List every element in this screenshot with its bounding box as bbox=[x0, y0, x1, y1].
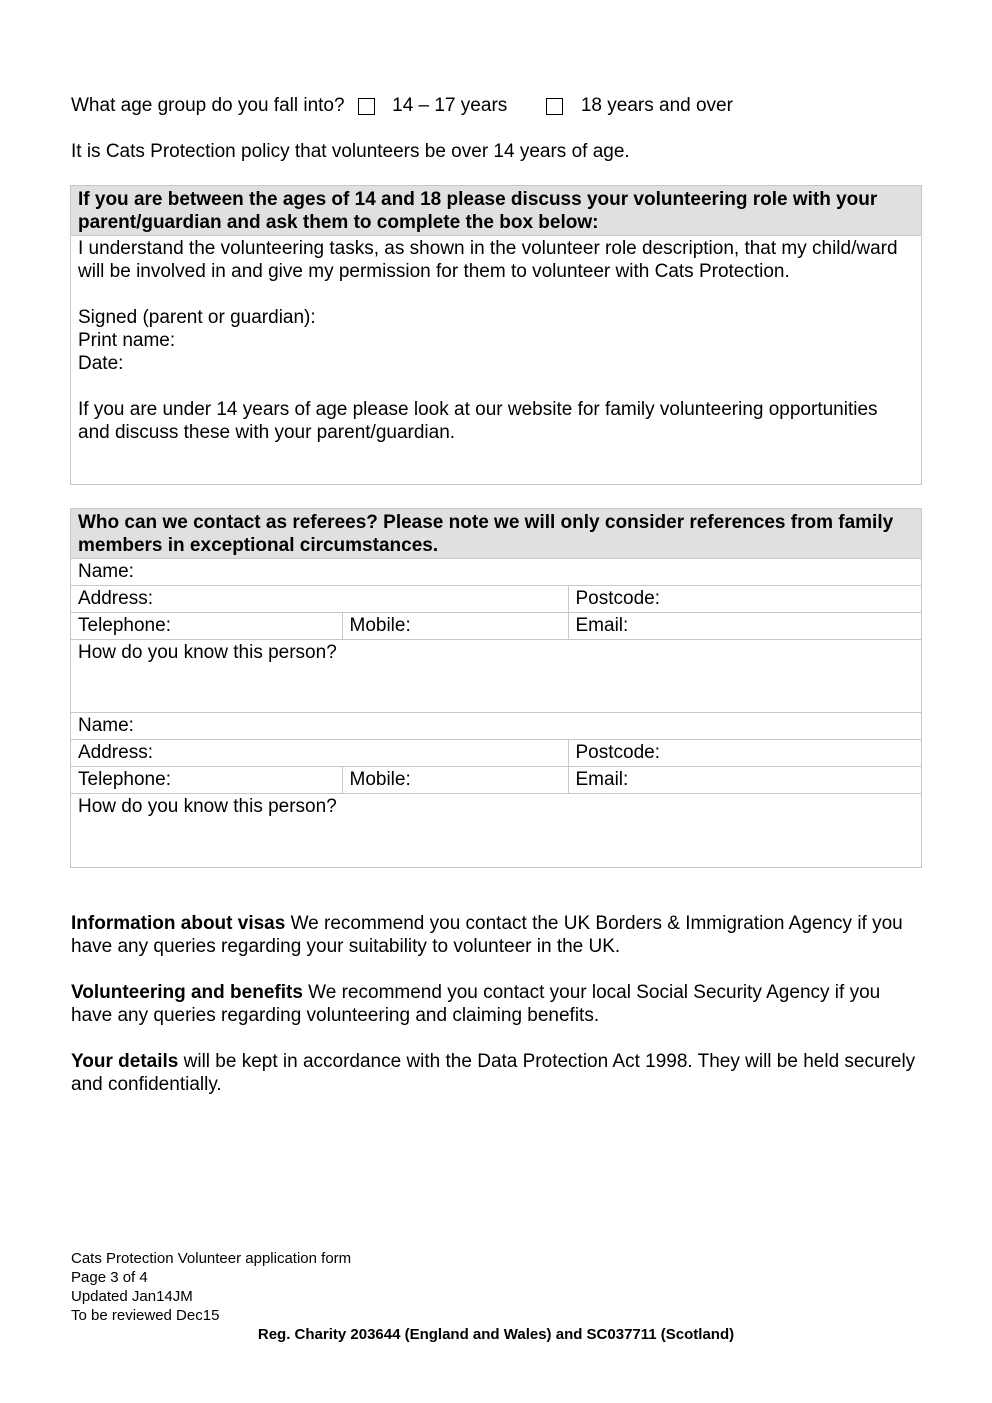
benefits-info bbox=[71, 981, 921, 1027]
referees-table bbox=[71, 559, 921, 867]
referee-2-name-field[interactable]: Name: bbox=[71, 713, 921, 740]
guardian-box-body bbox=[71, 236, 921, 444]
age-14-17-checkbox[interactable] bbox=[358, 98, 375, 115]
age-group-prompt: What age group do you fall into? bbox=[71, 95, 345, 116]
referee-1-mobile-field[interactable]: Mobile: bbox=[342, 613, 568, 640]
footer-updated: Updated Jan14JM bbox=[71, 1288, 193, 1305]
age-group-question bbox=[71, 94, 733, 118]
footer-review: To be reviewed Dec15 bbox=[71, 1307, 220, 1324]
details-info bbox=[71, 1050, 921, 1096]
referee-2-postcode-field[interactable]: Postcode: bbox=[568, 740, 921, 767]
referee-1-name-field[interactable]: Name: bbox=[78, 561, 134, 582]
footer bbox=[71, 1249, 351, 1325]
referees-box bbox=[70, 508, 922, 868]
age-policy-text: It is Cats Protection policy that volunteers be over 14 years of age. bbox=[71, 141, 630, 162]
details-title: Your details bbox=[71, 1051, 179, 1072]
guardian-permission-text: I understand the volunteering tasks, as shown in the volunteer role description, that my child/ward will be involved in and give my permission for them to volunteer with Cats Protection. bbox=[78, 238, 898, 282]
details-text: will be kept in accordance with the Data Protection Act 1998. They will be held securely and confidentially. bbox=[71, 1051, 916, 1095]
guardian-box-header: If you are between the ages of 14 and 18 please discuss your volunteering role with your parent/guardian and ask them to complete the box below: bbox=[71, 186, 921, 236]
age-18-plus-checkbox[interactable] bbox=[546, 98, 563, 115]
visas-text: We recommend you contact the UK Borders & Immigration Agency if you have any queries regarding your suitability to volunteer in the UK. bbox=[71, 913, 903, 957]
referee-1-address-field[interactable]: Address: bbox=[71, 586, 568, 613]
referee-2-mobile-field[interactable]: Mobile: bbox=[342, 767, 568, 794]
referee-1-relationship-field[interactable]: How do you know this person? bbox=[71, 640, 921, 713]
referee-2-email-field[interactable]: Email: bbox=[568, 767, 921, 794]
footer-page-number: Page 3 of 4 bbox=[71, 1269, 148, 1286]
referee-2-relationship-field[interactable]: How do you know this person? bbox=[71, 794, 921, 867]
guardian-print-name-field[interactable]: Print name: bbox=[78, 330, 176, 351]
age-14-17-label: 14 – 17 years bbox=[392, 95, 508, 116]
benefits-title: Volunteering and benefits bbox=[71, 982, 303, 1003]
under-14-note: If you are under 14 years of age please look at our website for family volunteering opportunities and discuss these with your parent/guardian. bbox=[78, 399, 878, 443]
visas-info bbox=[71, 912, 921, 958]
age-18-plus-label: 18 years and over bbox=[580, 95, 733, 116]
guardian-date-field[interactable]: Date: bbox=[78, 353, 124, 374]
benefits-text: We recommend you contact your local Social Security Agency if you have any queries regarding volunteering and claiming benefits. bbox=[71, 982, 881, 1026]
visas-title: Information about visas bbox=[71, 913, 286, 934]
guardian-signed-field[interactable]: Signed (parent or guardian): bbox=[78, 307, 316, 328]
referee-1-email-field[interactable]: Email: bbox=[568, 613, 921, 640]
referee-2-telephone-field[interactable]: Telephone: bbox=[71, 767, 342, 794]
referee-1-telephone-field[interactable]: Telephone: bbox=[71, 613, 342, 640]
guardian-consent-box bbox=[70, 185, 922, 485]
referee-2-address-field[interactable]: Address: bbox=[71, 740, 568, 767]
footer-registration: Reg. Charity 203644 (England and Wales) and SC037711 (Scotland) bbox=[257, 1326, 735, 1343]
referee-1-postcode-field[interactable]: Postcode: bbox=[568, 586, 921, 613]
referees-box-header: Who can we contact as referees? Please note we will only consider references from family members in exceptional circumstances. bbox=[71, 509, 921, 559]
footer-form-name: Cats Protection Volunteer application form bbox=[71, 1250, 352, 1267]
